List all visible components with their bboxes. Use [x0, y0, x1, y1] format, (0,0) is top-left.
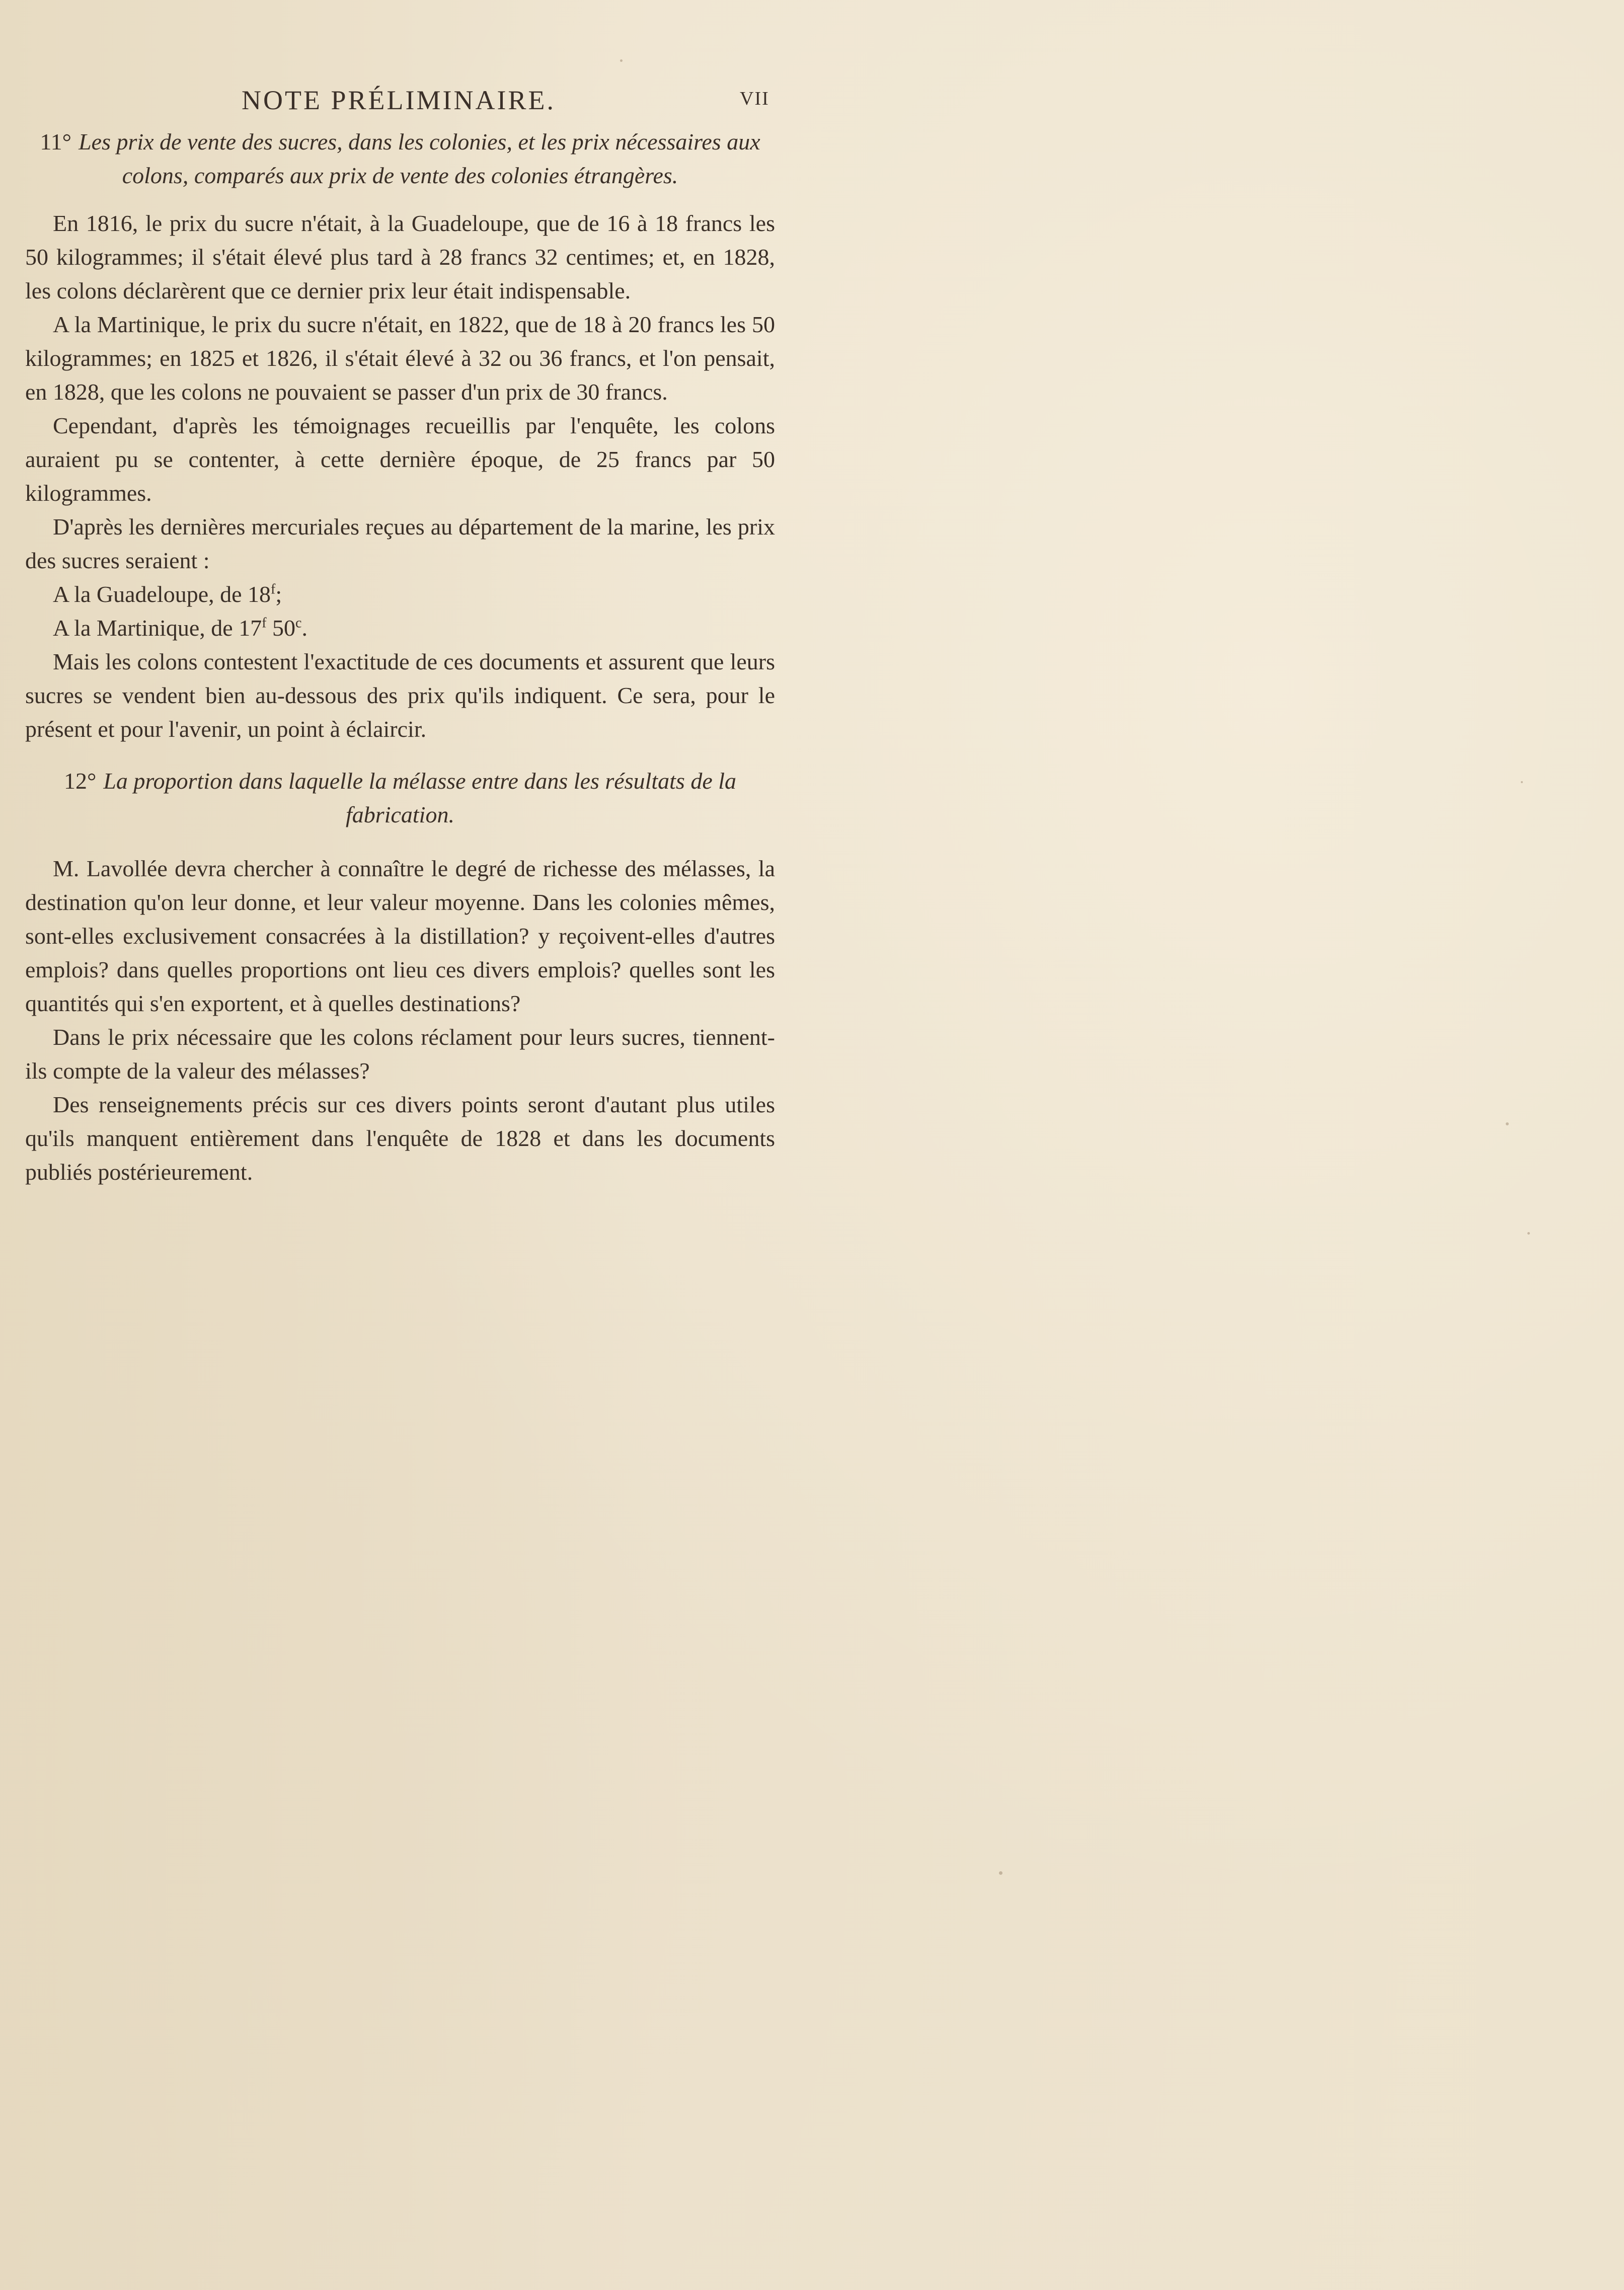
- paper-speck: [620, 59, 623, 62]
- paragraph-prix-necessaire: Dans le prix nécessaire que les colons réclament pour leurs sucres, tiennent-ils compte de la valeur des mélasses?: [25, 1024, 775, 1084]
- section-12-title: La proportion dans laquelle la mélasse entre dans les résultats de la fabrication.: [103, 768, 737, 827]
- price-martinique-unit-2: c: [295, 615, 302, 631]
- price-guadeloupe-unit: f: [271, 581, 276, 597]
- paragraph-martinique-1822: A la Martinique, le prix du sucre n'était, en 1822, que de 18 à 20 francs les 50 kilogrammes; en 1825 et 1826, il s'était élevé à 32 ou 36 francs, et l'on pensait, en 1828, que les colons ne pouvaient se passer d'un prix de 30 francs.: [25, 312, 775, 405]
- paper-speck: [1521, 781, 1523, 783]
- price-guadeloupe-text: A la Guadeloupe, de 18: [53, 581, 271, 607]
- paragraph-mercuriales: D'après les dernières mercuriales reçues au département de la marine, les prix des sucres seraient :: [25, 514, 775, 573]
- page-number: VII: [740, 88, 769, 109]
- price-martinique-suffix: .: [301, 615, 307, 641]
- body-text: [25, 125, 775, 1189]
- paragraph-lavollee: M. Lavollée devra chercher à connaître le degré de richesse des mélasses, la destination qu'on leur donne, et leur valeur moyenne. Dans les colonies mêmes, sont-elles exclusivement consacrées à la distillation? y reçoivent-elles d'autres emplois? dans quelles proportions ont lieu ces divers emplois? quelles sont les quantités qui s'en exportent, et à quelles destinations?: [25, 856, 775, 1016]
- paragraph-enquete: Cependant, d'après les témoignages recueillis par l'enquête, les colons auraient pu se contenter, à cette dernière époque, de 25 francs par 50 kilogrammes.: [25, 413, 775, 506]
- price-martinique-unit: f: [262, 615, 267, 631]
- paper-speck: [999, 1871, 1002, 1875]
- section-12-heading: [25, 764, 775, 831]
- price-martinique-cents: 50: [266, 615, 296, 641]
- price-line-martinique: [25, 611, 775, 645]
- section-12-number: 12°: [63, 768, 97, 794]
- section-11-number: 11°: [40, 129, 72, 155]
- price-line-guadeloupe: [25, 577, 775, 611]
- price-guadeloupe-suffix: ;: [275, 581, 282, 607]
- price-martinique-text: A la Martinique, de 17: [53, 615, 262, 641]
- page-header: [25, 85, 775, 120]
- paragraph-guadeloupe-1816: En 1816, le prix du sucre n'était, à la Guadeloupe, que de 16 à 18 francs les 50 kilogrammes; il s'était élevé plus tard à 28 francs 32 centimes; et, en 1828, les colons déclarèrent que ce dernier prix leur était indispensable.: [25, 210, 775, 303]
- paragraph-contestation: Mais les colons contestent l'exactitude de ces documents et assurent que leurs sucres se vendent bien au-dessous des prix qu'ils indiquent. Ce sera, pour le présent et pour l'avenir, un point à éclaircir.: [25, 649, 775, 742]
- paper-speck: [1506, 1122, 1509, 1125]
- paper-speck: [1527, 1232, 1530, 1235]
- running-title: NOTE PRÉLIMINAIRE.: [242, 85, 556, 115]
- section-11-heading: [25, 125, 775, 192]
- section-11-title: Les prix de vente des sucres, dans les colonies, et les prix nécessaires aux colons, comparés aux prix de vente des colonies étrangères.: [79, 129, 760, 188]
- paragraph-renseignements: Des renseignements précis sur ces divers points seront d'autant plus utiles qu'ils manquent entièrement dans l'enquête de 1828 et dans les documents publiés postérieurement.: [25, 1092, 775, 1185]
